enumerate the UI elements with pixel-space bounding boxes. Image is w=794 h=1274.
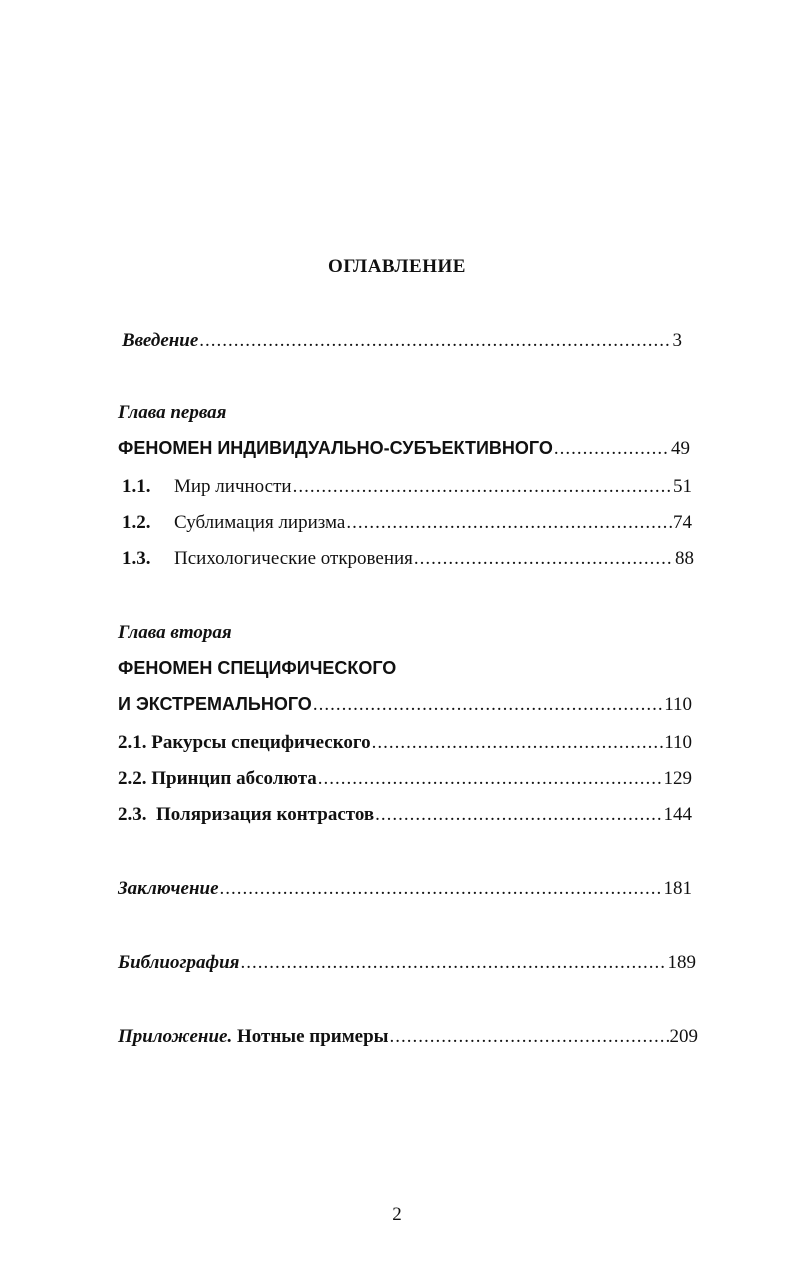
toc-entry-page: 88 bbox=[675, 548, 694, 569]
section-number: 2.1. bbox=[118, 732, 147, 753]
toc-entry-page: 189 bbox=[667, 952, 696, 973]
leader-dots bbox=[318, 768, 663, 790]
toc-entry-page: 110 bbox=[664, 732, 692, 753]
toc-entry-section-1-2[interactable] bbox=[122, 512, 692, 534]
leader-dots bbox=[372, 732, 664, 754]
toc-entry-page: 51 bbox=[673, 476, 692, 497]
section-number: 2.3. bbox=[118, 804, 147, 825]
toc-entry-page: 209 bbox=[669, 1026, 698, 1047]
toc-entry-page: 74 bbox=[673, 512, 692, 533]
toc-entry-appendix[interactable] bbox=[118, 1026, 698, 1048]
toc-entry-page: 110 bbox=[664, 694, 692, 715]
leader-dots bbox=[414, 548, 674, 570]
toc-entry-label: ФЕНОМЕН ИНДИВИДУАЛЬНО-СУБЪЕКТИВНОГО bbox=[118, 438, 553, 458]
toc-entry-conclusion[interactable] bbox=[118, 878, 692, 900]
leader-dots bbox=[293, 476, 672, 498]
toc-entry-page: 144 bbox=[663, 804, 692, 825]
toc-entry-page: 129 bbox=[663, 768, 692, 789]
leader-dots bbox=[313, 694, 663, 716]
toc-entry-label: Приложение. bbox=[118, 1026, 233, 1047]
toc-entry-label: Ракурсы специфического bbox=[151, 732, 371, 753]
section-number: 1.1. bbox=[122, 476, 151, 497]
leader-dots bbox=[199, 330, 671, 352]
toc-entry-label: Принцип абсолюта bbox=[151, 768, 317, 789]
chapter-2-heading: ФЕНОМЕН СПЕЦИФИЧЕСКОГО bbox=[118, 658, 397, 678]
chapter-2-label: Глава вторая bbox=[118, 622, 232, 643]
toc-entry-page: 3 bbox=[672, 330, 682, 351]
leader-dots bbox=[375, 804, 662, 826]
leader-dots bbox=[554, 438, 670, 460]
toc-entry-label: Мир личности bbox=[174, 476, 292, 497]
toc-entry-section-1-1[interactable] bbox=[122, 476, 692, 498]
section-number: 2.2. bbox=[118, 768, 147, 789]
toc-entry-section-2-2[interactable] bbox=[118, 768, 692, 790]
page-title: ОГЛАВЛЕНИЕ bbox=[328, 256, 466, 277]
page-number: 2 bbox=[392, 1204, 402, 1225]
toc-entry-section-2-3[interactable] bbox=[118, 804, 692, 826]
leader-dots bbox=[346, 512, 672, 534]
toc-entry-section-2-1[interactable] bbox=[118, 732, 692, 754]
toc-entry-label: Библиография bbox=[118, 952, 240, 973]
section-number: 1.3. bbox=[122, 548, 151, 569]
toc-entry-bibliography[interactable] bbox=[118, 952, 696, 974]
toc-entry-label: Психологические откровения bbox=[174, 548, 413, 569]
toc-entry-chapter-1[interactable] bbox=[118, 438, 690, 460]
toc-entry-label: Сублимация лиризма bbox=[174, 512, 346, 533]
leader-dots bbox=[390, 1026, 669, 1048]
chapter-1-label: Глава первая bbox=[118, 402, 227, 423]
toc-entry-section-1-3[interactable] bbox=[122, 548, 694, 570]
leader-dots bbox=[220, 878, 663, 900]
toc-entry-sublabel: Нотные примеры bbox=[236, 1026, 389, 1047]
leader-dots bbox=[240, 952, 666, 974]
toc-entry-label: Поляризация контрастов bbox=[156, 804, 375, 825]
toc-entry-chapter-2[interactable] bbox=[118, 694, 692, 716]
toc-entry-page: 181 bbox=[663, 878, 692, 899]
section-number: 1.2. bbox=[122, 512, 151, 533]
toc-entry-intro[interactable] bbox=[122, 330, 682, 352]
toc-entry-label: Заключение bbox=[118, 878, 219, 899]
toc-entry-label: Введение bbox=[122, 330, 199, 351]
toc-entry-label: И ЭКСТРЕМАЛЬНОГО bbox=[118, 694, 312, 714]
toc-entry-page: 49 bbox=[671, 438, 690, 459]
